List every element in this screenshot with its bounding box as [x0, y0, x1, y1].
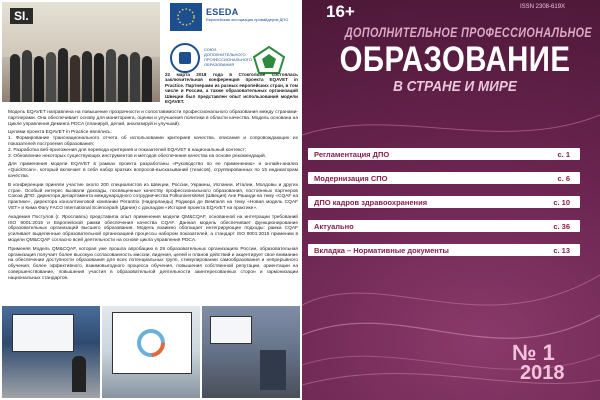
- toc-item[interactable]: [308, 220, 580, 232]
- person: [46, 52, 56, 102]
- person: [82, 51, 92, 102]
- eseda-subtitle: Европейская ассоциация провайдеров ДПО: [206, 17, 289, 22]
- toc-item-page: с. 1: [557, 149, 570, 159]
- eseda-title: ESEDA: [206, 7, 239, 17]
- title-main: ОБРАЗОВАНИЕ: [339, 40, 571, 79]
- toc-item-title: Регламентация ДПО: [314, 149, 390, 159]
- slide-diagram: [136, 328, 166, 358]
- paragraph: Академия Постулов (г. Ярославль) представила опыт применения модели QM&CQAF, основанной на интеграции требований ISO 9001:2015 и Европейской рамки обеспечения качества CQAF. Данная модель обеспечивает функционирование образовательных организаций высшего образования. Модель взаимно обогащает интегрирующие подходы: рамка CQAF усиливает выделенные образовательной организацией процессы набором показателей, а стандарт ISO 9001:2015 применим в модели QM&CQAF согласно всей деятельности на основе цикла управления PDCA.: [8, 214, 298, 243]
- title-sub: В СТРАНЕ И МИРЕ: [393, 78, 517, 95]
- toc-item[interactable]: [308, 196, 580, 208]
- person: [130, 52, 140, 102]
- article-caption: 22 марта 2018 года в Стокгольме состоялась заключительная конференция проекта EQAVET in Practice. Партнерами из разных европейских стран, в том числе и России, а также образовательных организаций Швеции был представлен опыт использования модели EQAVET.: [165, 72, 298, 105]
- person: [142, 56, 152, 102]
- speaker: [72, 356, 86, 392]
- conference-photo-slide: [102, 306, 200, 398]
- article-body: [8, 110, 298, 285]
- title-top: ДОПОЛНИТЕЛЬНОЕ ПРОФЕССИОНАЛЬНОЕ: [344, 24, 592, 40]
- toc-item-page: с. 13: [553, 245, 570, 255]
- toc-item-title: Актуально: [314, 221, 354, 231]
- age-rating: 16+: [326, 2, 355, 21]
- toc-item[interactable]: [308, 172, 580, 184]
- photo-logo: SI.: [10, 8, 33, 24]
- toc-item[interactable]: [308, 148, 580, 160]
- issue-year: 2018: [520, 362, 565, 384]
- presentation-screen: [210, 316, 252, 344]
- paragraph: Применяя Модель QM&CQAF, которая уже прошла апробацию в 29 образовательных организациях России, образовательная организация получает более высокую согласованность миссии, видения, целей и планов действий и акцентирует свое внимание на обеспечении доступности образования для всех потенциальных групп, стимулировании самообразования и непрерывного обучения, более эффективного, взаимовыгодного процесса обучения, повышения собственной репутации, ориентации на совершенствование, повышения участия в образовательной деятельности заинтересованных сторон и гармонизации национальных стандартов.: [8, 246, 298, 281]
- toc-item-page: с. 6: [557, 173, 570, 183]
- paragraph: Целями проекта EQAVET in Practice являлись: 1. Формирование транснационального отчета об использовании критериев качества, описания и сопровождающих их показателей построения образования; 2. Разработка веб-приложения для перевода критериев и показателей EQAVET в национальный контекст; 3. Обновление некоторых существующих инструментов и методов обеспечения качества на основе рекомендаций.: [8, 130, 298, 159]
- toc-item-title: Вкладка – Нормативные документы: [314, 245, 449, 255]
- union-name: СОЮЗ ДОПОЛНИТЕЛЬНОГО ПРОФЕССИОНАЛЬНОГО ОБРАЗОВАНИЯ: [204, 47, 252, 67]
- podium: [260, 350, 286, 390]
- green-emblem: [252, 45, 286, 75]
- person: [34, 56, 44, 102]
- paragraph: Модель EQAVET направлена на повышение прозрачности и сопоставимости профессионального образования между странами-партнерами. Она обеспечивает основу для мониторинга, оценки и улучшения политики в области качества. Модель основана на Цикле управления Деминга PDCA (планируй, делай, анализируй и улучшай).: [8, 110, 298, 127]
- person: [58, 48, 68, 102]
- person: [118, 54, 128, 102]
- toc-item-page: с. 36: [553, 221, 570, 231]
- toc-item-title: ДПО кадров здравоохранения: [314, 197, 428, 207]
- conference-group-photo: [2, 2, 160, 102]
- issue-number: № 1: [512, 340, 555, 365]
- table-of-contents: [308, 148, 580, 268]
- person: [106, 49, 116, 102]
- conference-photo-podium: [202, 306, 300, 398]
- person: [22, 50, 32, 102]
- conference-photo-speaker: [2, 306, 100, 398]
- union-logo: [170, 43, 200, 73]
- paragraph: В конференции приняли участие около 200 специалистов из Швеции, России, Украины, Испании, Италии, Молдовы и других стран. Особый интерес вызвали доклады, посвященные качеству профессионального образования, постоянных партнеров Союза ДПО: директора департамента международного сотрудничества Folkuniversitetet (Швеция) Ане Рашиди на тему «СQAF на практике», директора консалтинговой компании Perantrix (Нидерланды) Роджера де Вемпеля на тему «Новая модель CQAF VET» и Кима Фагу FACO International Sciencepark (Дания) с докладом «История проекта EQAVET на практике».: [8, 182, 298, 211]
- toc-item[interactable]: [308, 244, 580, 256]
- person: [10, 54, 20, 102]
- person: [70, 55, 80, 102]
- paragraph: Для применения модели EQAVET в рамках проекта разработаны «Руководство по ее применению» и онлайн-анализ «QuickScan», который включает в себя набор кратких вопросов-высказываний (тезисов), сгруппированных по 15 индикаторам качества.: [8, 162, 298, 179]
- presentation-screen: [12, 314, 74, 352]
- person: [94, 53, 104, 102]
- toc-item-title: Модернизация СПО: [314, 173, 388, 183]
- toc-item-page: с. 10: [553, 197, 570, 207]
- issn: ISSN 2308-619X: [520, 4, 566, 10]
- eseda-logo: [170, 3, 202, 31]
